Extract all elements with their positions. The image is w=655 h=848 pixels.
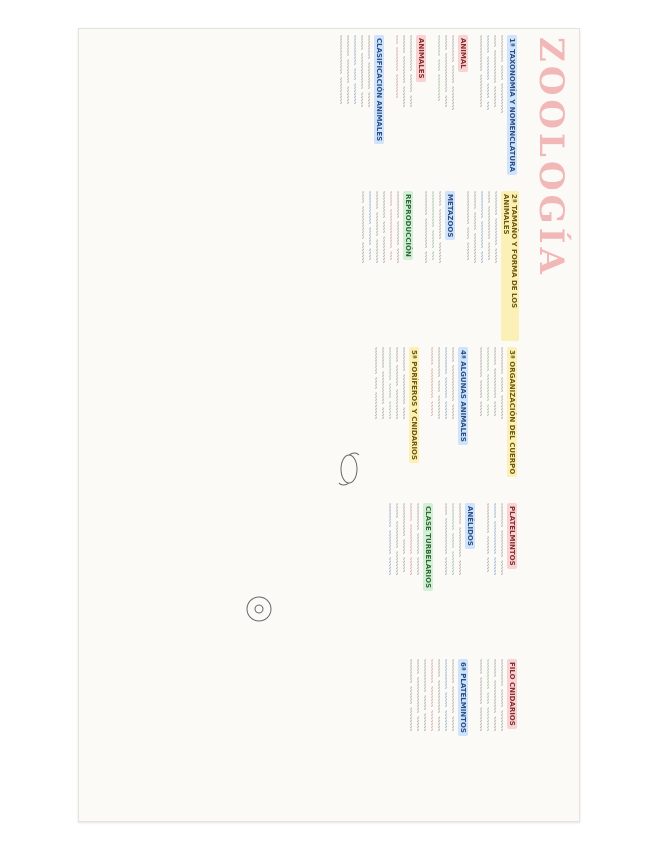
note-line: ~~~~~~~~~ ~~~~~~~ ~~~~~~: [442, 347, 448, 420]
note-line: ~~~~~ ~~~~~~~~~~ ~~~~~~~: [436, 191, 442, 264]
note-line: ~~~~~~~~~~ ~~~~~ ~~~~~~~: [442, 659, 448, 732]
column-4: [85, 503, 525, 653]
section-header: 4ª ALGUNAS ANIMALES: [458, 347, 468, 445]
note-line: ~~~~~~~~~~~~ ~~~~~~ ~~~: [429, 191, 435, 261]
note-line: ~~~~~~~~~~~ ~~~~~~ ~~~~: [366, 191, 372, 261]
section-header: CLASIFICACIÓN ANIMALES: [374, 35, 384, 144]
note-line: ~~~~~~ ~~~~~~~~ ~~~~~~~~: [373, 191, 379, 264]
note-line: ~~~~~~~~ ~~~~~~~~~~ ~~~~: [422, 191, 428, 264]
section-header: CLASE TURBELARIOS: [423, 503, 433, 591]
note-line: ~~~~~~~~ ~~~~~~~~~ ~~~~~: [449, 659, 455, 732]
note-line: ~~~~~~~~~~ ~~~~~~ ~~~~~: [477, 347, 483, 417]
note-line: ~~~~~~~~ ~~~~~~~ ~~~~~~~: [428, 659, 434, 732]
note-line: ~~~~ ~~~~~~~~~~~ ~~~~~~~: [359, 191, 365, 264]
section-header: ANÉLIDOS: [465, 503, 475, 549]
note-line: ~~~~~~~~ ~~~~~~~~~ ~~~~: [484, 347, 490, 417]
note-line: ~~~~~~~ ~~~~~~~~~~ ~~~~~: [456, 503, 462, 576]
note-line: ~~~~ ~~~~~~~~~~~~ ~~~~~~: [442, 503, 448, 576]
cell-sketch-icon: [239, 589, 279, 629]
section-header: 2ª TAMAÑO Y FORMA DE LOS ANIMALES: [501, 191, 519, 341]
note-line: ~~~~~~~~ ~~~~~~ ~~~~~~~~: [407, 659, 413, 732]
note-line: ~~~~~~ ~~~~~~~~~~ ~~~~~: [428, 347, 434, 417]
note-line: ~~~~~~~~~~ ~~~~ ~~~~~~~: [351, 35, 357, 105]
column-5: [85, 659, 525, 815]
note-line: ~~~~~~ ~~~~~~~~ ~~~~~ ~~~: [484, 35, 490, 111]
note-line: ~~~~~~~~~ ~~~~~ ~~~~~~~~: [498, 347, 504, 420]
note-line: ~~~~~~~~~~~~~ ~~~~~~~~~: [337, 35, 343, 105]
notes-sheet: [78, 28, 580, 822]
note-line: ~~~~~~~~ ~~~~~~~~~~ ~~~~: [400, 347, 406, 420]
section-header: METAZOOS: [445, 191, 455, 240]
note-line: ~~~~~~ ~~~~~~~~~~~ ~~~~~: [491, 659, 497, 732]
section-header: 1ª TAXONOMÍA Y NOMENCLATURA: [507, 35, 517, 175]
note-line: ~~~~~ ~~~~~~~~~~~~ ~~~~~: [414, 659, 420, 732]
note-line: ~~~~~~ ~~~~~~ ~~~~~~~~~~: [471, 191, 477, 264]
note-line: ~~~~~~~~~ ~~~~~~~~ ~~~~~: [394, 191, 400, 264]
note-line: ~~~~~~~~ ~~~~~~~~~ ~~~~~: [492, 191, 498, 264]
section-header: ANIMALES: [416, 35, 426, 82]
section-header: 5ª PORÍFEROS Y CNIDARIOS: [409, 347, 419, 463]
rotated-content: [79, 29, 579, 821]
note-line: ~~~~~~~~~~ ~~~~~~ ~~~~~: [484, 503, 490, 573]
note-line: ~~~~~~~~~ ~~~~~~~~~ ~~~~: [478, 191, 484, 264]
note-line: ~~~~~~~~~~ ~~~~ ~~~~~~~~: [435, 347, 441, 420]
note-line: ~~~~~~~ ~~~~~~~~ ~~~~~~: [344, 35, 350, 105]
note-line: ~~~~~ ~~~~~~~ ~~~~~~~~~~: [393, 347, 399, 420]
note-line: ~~~~~~~ ~~~~~~~~~~~ ~~~~: [379, 347, 385, 420]
note-line: ~~~~~~~~~~~ ~~~~~ ~~~~~~: [421, 659, 427, 732]
note-line: ~~~~~~~~~~~~ ~~~~~~ ~~~~: [407, 35, 413, 108]
note-line: ~~~~~~~ ~~~~ ~~~~~~~~~: [435, 35, 441, 102]
column-2: [85, 191, 525, 341]
column-3: [85, 347, 525, 497]
note-line: ~~~~~~~~~ ~~~~ ~~~~~~~~~: [372, 347, 378, 420]
note-line: ~~~~~~~~~ ~~~~~ ~~~~~~~~~~: [498, 35, 504, 114]
note-line: ~~~~~~~~~~~ ~~~~~ ~~~~~: [400, 503, 406, 573]
note-line: ~~~~~~~~ ~~~~~~~~~ ~~~~~: [365, 35, 371, 108]
note-line: ~~~~~~~~~ ~~~~~ ~~~~~~~~: [449, 503, 455, 576]
note-line: ~~~~~~~~~~~ ~~~~~ ~~~~~~: [386, 347, 392, 420]
note-line: ~~~~~~~~~ ~~~~~~ ~~~~~~~: [498, 659, 504, 732]
note-line: ~~~~~ ~~~~~~~~~~~~~ ~~~~: [442, 35, 448, 108]
note-line: ~~~~~ ~~~~~~~~~~~ ~~~~~~: [491, 503, 497, 576]
note-line: ~~~~~~~~~~ ~~~~ ~~~~~~~~: [484, 659, 490, 732]
note-line: ~~~~~~~~~~~ ~~~~ ~~~~~~: [464, 191, 470, 261]
section-header: PLATELMINTOS: [507, 503, 517, 569]
note-line: ~~~~~~~~~ ~~~~~~~ ~~~~~~: [414, 503, 420, 576]
page-title: ZOOLOGÍA: [531, 37, 571, 278]
organism-sketch-icon: [329, 449, 369, 489]
section-header: FILO CNIDARIOS: [507, 659, 517, 729]
note-line: ~~~ ~~~~~~~~ ~~~~~~~~: [393, 35, 399, 99]
note-line: ~~~~~~~~~ ~~~~~~ ~~~~~~~~: [449, 35, 455, 111]
column-1: [85, 35, 525, 185]
note-line: ~~~~~~~~ ~~~~~~~~ ~~~~~~: [386, 503, 392, 576]
note-line: ~~~~~ ~~~~~~~~~~~~ ~~~~~: [358, 35, 364, 108]
note-line: ~~~~~ ~~~~~~~~~ ~~~~~~~~: [393, 503, 399, 576]
note-line: ~~~~~~ ~~~~~~~~~~~ ~~~~~: [435, 659, 441, 732]
section-header: 6ª PLATELMINTOS: [458, 659, 468, 736]
note-line: ~~~~~~~~~~~~ ~~~~~~~~~~~: [477, 35, 483, 108]
note-line: ~~~~~~ ~~~~~~~~~~ ~~~~~~: [407, 503, 413, 576]
section-header: 3ª ORGANIZACIÓN DEL CUERPO: [507, 347, 517, 477]
section-header: ANIMAL: [458, 35, 468, 72]
note-line: ~~~~~~ ~~~~~~~~~~ ~~~~~: [491, 347, 497, 417]
note-line: ~~~~ ~~~~~~~~~~~ ~~~~~~~: [491, 35, 497, 108]
note-line: ~~~~~~ ~~~~~~~~~ ~~~~~~~: [400, 35, 406, 108]
section-header: REPRODUCCIÓN: [403, 191, 413, 260]
note-line: ~~~~~ ~~~~~~~~~ ~~~~~~~~: [477, 659, 483, 732]
note-line: ~~~~~~~~ ~~~~~~~~~ ~~~~~: [498, 503, 504, 576]
note-line: ~~~~~ ~~~~~~~~~~~~ ~~~~~: [449, 347, 455, 420]
note-line: ~~~~~ ~~~~~~~~~~~~~ ~~~: [387, 191, 393, 261]
note-line: ~~~~ ~~~~~~~~~~~ ~~~~~~: [485, 191, 491, 261]
note-line: ~~~~~~~~~ ~~~~ ~~~~~~~~~: [380, 191, 386, 264]
